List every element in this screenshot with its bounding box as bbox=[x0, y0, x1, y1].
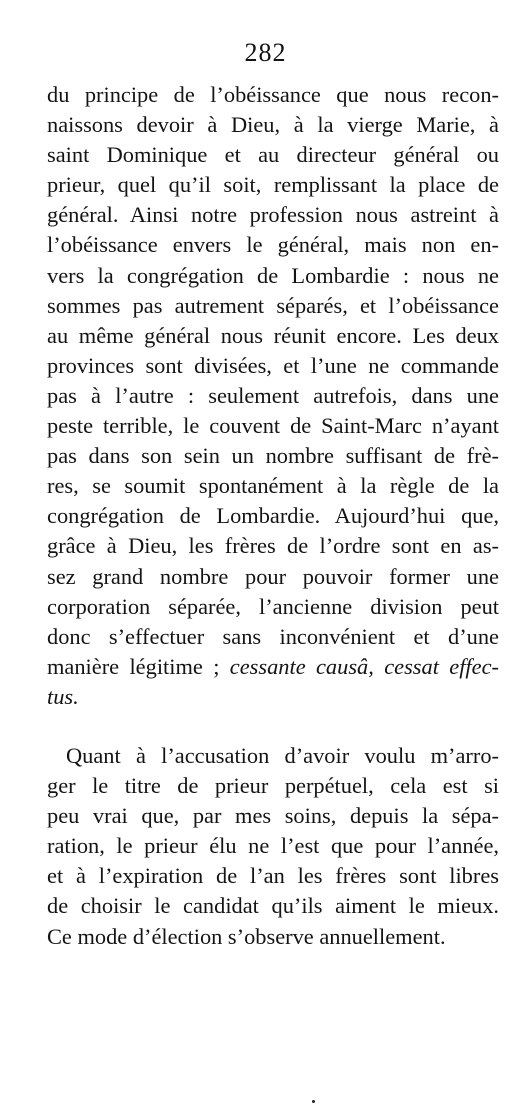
text-line: donc s’effectuer sans inconvénient et d’une bbox=[47, 623, 499, 649]
text-line: ger le titre de prieur perpétuel, cela est si bbox=[47, 773, 499, 799]
text-line: Ce mode d’élection s’observe annuellement. bbox=[47, 923, 446, 949]
page-number: 282 bbox=[244, 38, 287, 67]
text-line: corporation séparée, l’ancienne division peut bbox=[47, 593, 499, 619]
ink-speck bbox=[312, 1100, 315, 1103]
text-segment: manière légitime ; bbox=[47, 653, 230, 679]
text-line: pas à l’autre : seulement autrefois, dans une bbox=[47, 382, 499, 408]
text-line: grâce à Dieu, les frères de l’ordre sont en as- bbox=[47, 533, 499, 559]
paragraph-1 bbox=[47, 80, 499, 712]
text-line: peu vrai que, par mes soins, depuis la sépa- bbox=[47, 803, 499, 829]
text-line: congrégation de Lombardie. Aujourd’hui que, bbox=[47, 503, 499, 529]
text-line: naissons devoir à Dieu, à la vierge Marie, à bbox=[47, 112, 499, 138]
text-line: pas dans son sein un nombre suffisant de frè- bbox=[47, 443, 499, 469]
text-line-mixed bbox=[47, 652, 499, 682]
text-line: provinces sont divisées, et l’une ne commande bbox=[47, 352, 499, 378]
text-line: vers la congrégation de Lombardie : nous ne bbox=[47, 262, 499, 288]
text-line: sez grand nombre pour pouvoir former une bbox=[47, 563, 499, 589]
text-line: sommes pas autrement séparés, et l’obéissance bbox=[47, 292, 499, 318]
latin-phrase: cessante causâ, cessat effec- bbox=[229, 653, 499, 679]
text-line: Quant à l’accusation d’avoir voulu m’arro- bbox=[66, 743, 499, 768]
text-line: prieur, quel qu’il soit, remplissant la place de bbox=[47, 172, 499, 198]
text-line: et à l’expiration de l’an les frères sont libres bbox=[47, 863, 499, 889]
paragraph-2 bbox=[47, 741, 499, 952]
text-line: l’obéissance envers le général, mais non en- bbox=[47, 232, 499, 258]
text-line: saint Dominique et au directeur général ou bbox=[47, 142, 499, 168]
latin-phrase-end: tus. bbox=[47, 683, 79, 709]
text-line: res, se soumit spontanément à la règle de la bbox=[47, 473, 499, 499]
text-line: peste terrible, le couvent de Saint-Marc n’ayant bbox=[47, 413, 499, 439]
text-line: ration, le prieur élu ne l’est que pour l’année, bbox=[47, 833, 499, 859]
text-line: général. Ainsi notre profession nous astreint à bbox=[47, 202, 499, 228]
text-line: au même général nous réunit encore. Les deux bbox=[47, 322, 499, 348]
text-line: de choisir le candidat qu’ils aiment le mieux. bbox=[47, 893, 499, 919]
text-line: du principe de l’obéissance que nous recon- bbox=[47, 82, 499, 107]
